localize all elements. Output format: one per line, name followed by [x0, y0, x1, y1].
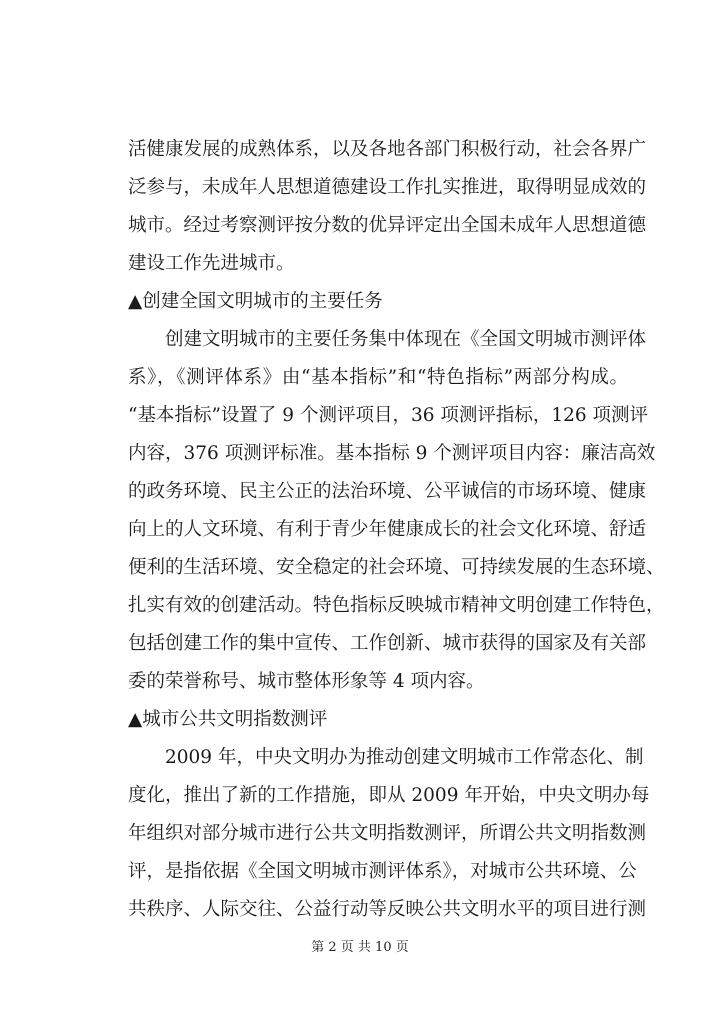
paragraph-first-line: 2009 年，中央文明办为推动创建文明城市工作常态化、制	[165, 747, 644, 768]
body-line: 建设工作先进城市。	[128, 253, 295, 274]
body-line: 活健康发展的成熟体系，以及各地各部门积极行动，社会各界广	[128, 139, 647, 160]
body-line: 城市。经过考察测评按分数的优异评定出全国未成年人思想道德	[128, 215, 647, 236]
body-line: “基本指标”设置了 9 个测评项目，36 项测评指标，126 项测评	[128, 405, 649, 426]
paragraph-first-line: 创建文明城市的主要任务集中体现在《全国文明城市测评体	[165, 329, 647, 350]
body-line: 扎实有效的创建活动。特色指标反映城市精神文明创建工作特色，	[128, 595, 665, 616]
body-line: 度化，推出了新的工作措施，即从 2009 年开始，中央文明办每	[128, 785, 650, 806]
body-line: 委的荣誉称号、城市整体形象等 4 项内容。	[128, 671, 485, 692]
body-line: 包括创建工作的集中宣传、工作创新、城市获得的国家及有关部	[128, 633, 647, 654]
body-line: 泛参与，未成年人思想道德建设工作扎实推进，取得明显成效的	[128, 177, 647, 198]
body-line: 便利的生活环境、安全稳定的社会环境、可持续发展的生态环境、	[128, 557, 665, 578]
body-line: 共秩序、人际交往、公益行动等反映公共文明水平的项目进行测	[128, 899, 647, 920]
section-heading: ▲创建全国文明城市的主要任务	[128, 291, 383, 312]
body-line: 年组织对部分城市进行公共文明指数测评，所谓公共文明指数测	[128, 823, 647, 844]
section-heading: ▲城市公共文明指数测评	[128, 709, 328, 730]
body-line: 向上的人文环境、有利于青少年健康成长的社会文化环境、舒适	[128, 519, 647, 540]
body-line: 系》，《测评体系》由“基本指标”和“特色指标”两部分构成。	[128, 367, 628, 388]
page-number-footer: 第 2 页 共 10 页	[311, 940, 409, 955]
body-line: 的政务环境、民主公正的法治环境、公平诚信的市场环境、健康	[128, 481, 647, 502]
body-line: 内容，376 项测评标准。基本指标 9 个测评项目内容：廉洁高效	[128, 443, 656, 464]
body-line: 评，是指依据《全国文明城市测评体系》，对城市公共环境、公	[128, 861, 637, 882]
